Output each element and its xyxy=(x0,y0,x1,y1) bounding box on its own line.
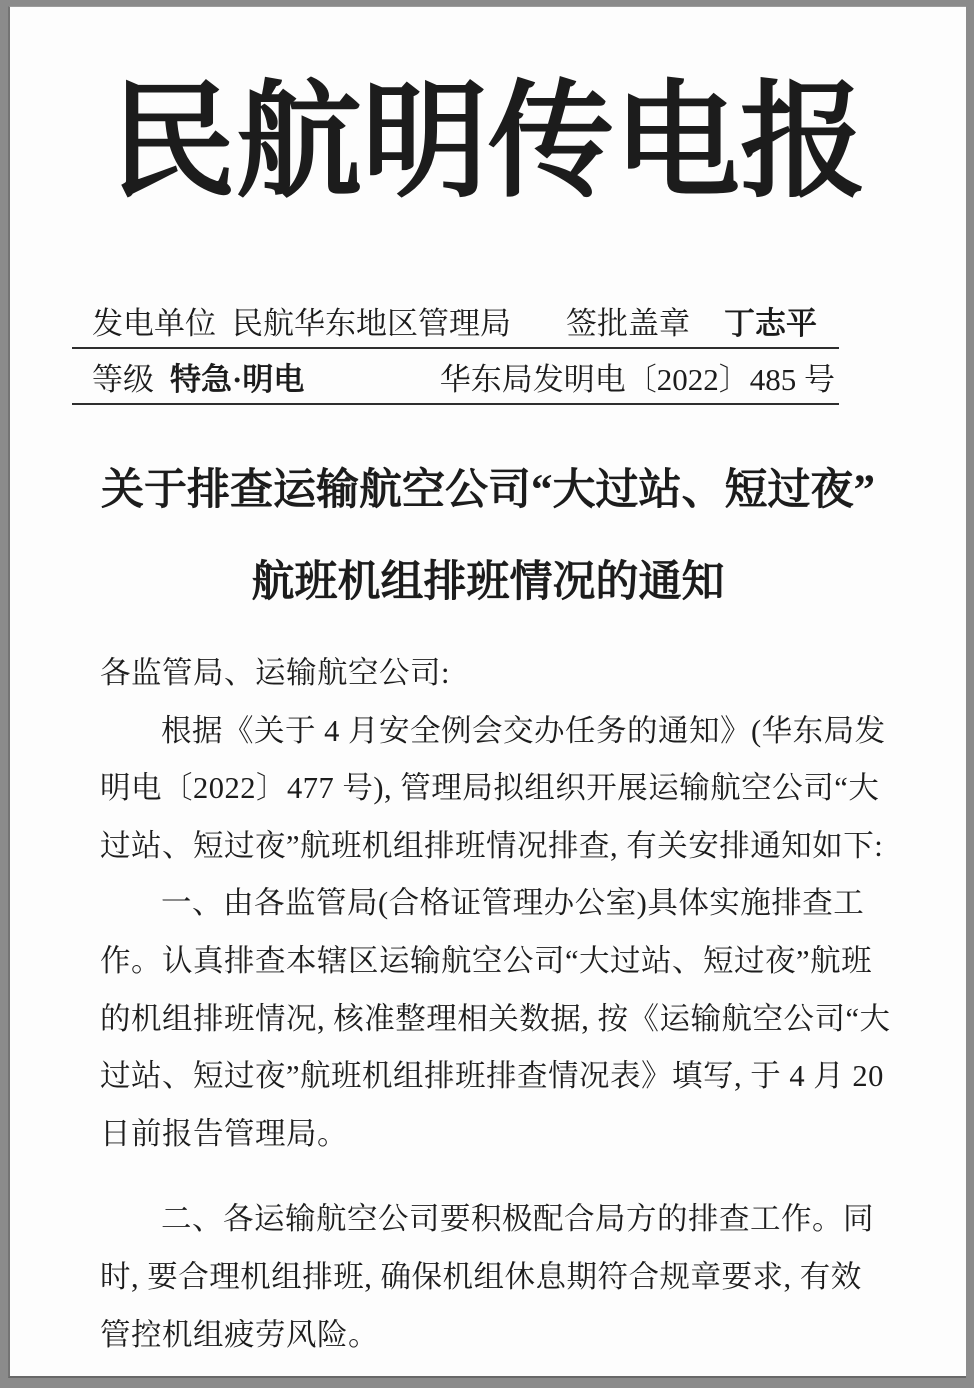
document-title-line2: 航班机组排班情况的通知 xyxy=(251,559,725,607)
seal-group xyxy=(566,298,817,343)
body-line: 一、由各监管局(合格证管理办公室)具体实施排查工 xyxy=(161,886,865,921)
document-body xyxy=(100,645,896,1364)
body-line: 日前报告管理局。 xyxy=(100,1116,348,1151)
grade-label: 等级 xyxy=(92,361,154,397)
seal-signature: 丁志平 xyxy=(724,305,817,341)
meta-block xyxy=(72,293,839,405)
body-line: 作。认真排查本辖区运输航空公司“大过站、短过夜”航班 xyxy=(100,944,873,979)
body-line: 二、各运输航空公司要积极配合局方的排查工作。同 xyxy=(161,1202,874,1237)
body-line: 管控机组疲劳风险。 xyxy=(100,1317,379,1352)
sender-label: 发电单位 xyxy=(92,305,216,341)
body-line: 过站、短过夜”航班机组排班排查情况表》填写, 于 4 月 20 xyxy=(100,1059,884,1094)
doc-number-group xyxy=(440,354,835,399)
masthead-title: 民航明传电报 xyxy=(110,74,866,213)
sender-group xyxy=(92,298,511,343)
grade-group xyxy=(92,354,304,399)
meta-row-grade xyxy=(72,349,839,405)
body-line: 过站、短过夜”航班机组排班情况排查, 有关安排通知如下: xyxy=(100,828,884,863)
seal-label: 签批盖章 xyxy=(566,305,690,341)
document-title-line1: 关于排查运输航空公司“大过站、短过夜” xyxy=(101,467,875,515)
body-line: 时, 要合理机组排班, 确保机组休息期符合规章要求, 有效 xyxy=(100,1260,862,1295)
doc-number: 华东局发明电〔2022〕485 号 xyxy=(439,361,835,397)
body-line: 根据《关于 4 月安全例会交办任务的通知》(华东局发 xyxy=(161,713,886,748)
meta-row-sender xyxy=(72,293,839,349)
body-line: 明电〔2022〕477 号), 管理局拟组织开展运输航空公司“大 xyxy=(100,771,880,806)
document-title xyxy=(10,445,966,629)
grade-value: 特急·明电 xyxy=(170,361,305,397)
sender-value: 民航华东地区管理局 xyxy=(232,305,511,341)
body-line: 的机组排班情况, 核准整理相关数据, 按《运输航空公司“大 xyxy=(100,1001,891,1036)
body-line: 各监管局、运输航空公司: xyxy=(100,656,450,691)
document-page xyxy=(8,6,966,1378)
